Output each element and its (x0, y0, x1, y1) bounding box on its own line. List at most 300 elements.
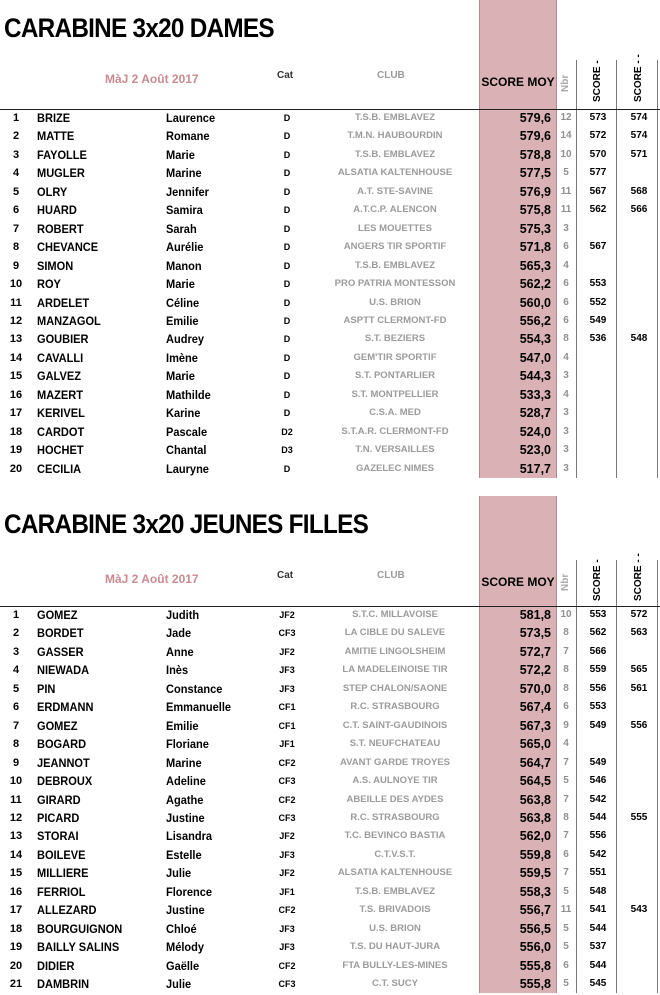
first-name-cell: Chantal (166, 443, 207, 458)
score-moy-cell: 579,6 (519, 111, 551, 125)
last-name-cell: PIN (37, 681, 56, 696)
score-1-cell: 544 (589, 811, 607, 823)
first-name-cell: Julie (166, 866, 192, 881)
nbr-cell: 7 (563, 793, 569, 805)
nbr-cell: 3 (563, 462, 569, 474)
score-moy-cell: 517,7 (519, 461, 551, 476)
last-name-cell: GOUBIER (37, 332, 89, 347)
nbr-cell: 7 (563, 867, 569, 879)
last-name-cell: FERRIOL (37, 884, 86, 899)
score-moy-cell: 572,2 (519, 663, 551, 678)
nbr-cell: 5 (563, 885, 569, 897)
first-name-cell: Laurence (166, 111, 216, 125)
table-row (0, 127, 660, 146)
score-1-cell: 556 (589, 682, 607, 694)
category-cell: D (283, 168, 291, 179)
category-cell: JF2 (279, 610, 295, 620)
score-1-cell: 549 (589, 314, 607, 326)
club-cell: A.T.C.P. ALENCON (353, 204, 437, 216)
club-cell: T.C. BEVINCO BASTIA (344, 830, 446, 842)
last-name-cell: SIMON (37, 258, 74, 273)
score-1-cell: 542 (589, 793, 607, 805)
rank-cell: 11 (10, 793, 22, 806)
club-cell: C.S.A. MED (369, 407, 421, 419)
category-cell: D (283, 205, 291, 216)
category-cell: JF2 (279, 868, 295, 879)
nbr-cell: 3 (563, 222, 569, 234)
nbr-cell: 11 (560, 904, 572, 916)
last-name-cell: DIDIER (37, 958, 75, 973)
rank-cell: 8 (12, 738, 20, 751)
club-cell: AMITIE LINGOLSHEIM (344, 645, 446, 657)
first-name-cell: Gaëlle (166, 958, 200, 973)
score-moy-cell: 573,5 (519, 626, 551, 641)
score-2-cell: 572 (630, 609, 648, 620)
category-cell: D (283, 352, 291, 363)
last-name-cell: MATTE (37, 129, 75, 144)
rank-cell: 19 (9, 444, 23, 457)
table-row (0, 846, 660, 865)
header-score-moy: SCORE MOY (481, 75, 555, 89)
score-moy-cell: 556,5 (519, 921, 551, 936)
score-moy-cell: 571,8 (519, 240, 551, 255)
club-cell: T.M.N. HAUBOURDIN (347, 130, 443, 142)
table-row (0, 698, 660, 717)
club-cell: T.S.B. EMBLAVEZ (354, 885, 436, 897)
table-row (0, 864, 660, 883)
first-name-cell: Judith (166, 608, 200, 622)
score-1-cell: 562 (589, 627, 607, 639)
first-name-cell: Estelle (166, 847, 202, 862)
last-name-cell: BOURGUIGNON (37, 921, 123, 936)
nbr-cell: 11 (560, 185, 572, 197)
category-cell: CF3 (278, 979, 296, 989)
first-name-cell: Lisandra (166, 829, 213, 844)
last-name-cell: ROY (37, 277, 61, 292)
table-row (0, 883, 660, 902)
club-cell: S.T.C. MILLAVOISE (352, 609, 438, 620)
score-1-cell: 552 (589, 296, 607, 308)
rank-cell: 18 (9, 425, 23, 438)
score-1-cell: 570 (589, 148, 607, 160)
nbr-cell: 4 (563, 738, 569, 750)
first-name-cell: Agathe (166, 792, 204, 807)
score-2-cell: 543 (630, 904, 648, 916)
rank-cell: 5 (12, 185, 20, 198)
rank-cell: 7 (12, 719, 20, 732)
last-name-cell: GOMEZ (37, 718, 78, 733)
rank-cell: 14 (9, 848, 23, 861)
category-cell: JF3 (279, 942, 295, 953)
score-moy-cell: 524,0 (519, 424, 551, 439)
score-moy-cell: 554,3 (519, 332, 551, 347)
category-cell: D (283, 186, 291, 197)
score-1-cell: 549 (589, 719, 607, 731)
category-cell: JF3 (279, 683, 295, 694)
club-cell: C.T. SUCY (372, 978, 418, 989)
rank-cell: 6 (12, 204, 20, 217)
first-name-cell: Emmanuelle (166, 700, 232, 715)
last-name-cell: MAZERT (37, 387, 83, 402)
rank-cell: 5 (12, 682, 20, 695)
score-2-cell: 556 (630, 719, 648, 731)
table-row (0, 643, 660, 662)
table-row (0, 460, 660, 479)
first-name-cell: Audrey (166, 332, 205, 347)
score-moy-cell: 564,5 (519, 774, 551, 789)
rank-cell: 16 (9, 885, 23, 898)
table-row (0, 220, 660, 239)
nbr-cell: 3 (563, 425, 569, 437)
category-cell: D (283, 260, 291, 271)
rank-cell: 2 (12, 130, 20, 143)
nbr-cell: 11 (560, 204, 572, 216)
header-club: CLUB (377, 570, 405, 581)
last-name-cell: MILLIERE (37, 866, 89, 881)
score-1-cell: 577 (589, 167, 607, 179)
first-name-cell: Romane (166, 129, 210, 144)
nbr-cell: 6 (563, 959, 569, 971)
first-name-cell: Justine (166, 810, 205, 825)
nbr-cell: 10 (560, 609, 572, 620)
update-date: MàJ 2 Août 2017 (105, 72, 199, 86)
category-cell: JF3 (279, 923, 295, 934)
score-2-cell: 563 (630, 627, 648, 639)
nbr-cell: 5 (563, 922, 569, 934)
score-1-cell: 548 (589, 885, 607, 897)
score-1-cell: 553 (589, 278, 607, 290)
last-name-cell: HUARD (37, 203, 77, 218)
last-name-cell: GOMEZ (37, 608, 78, 622)
last-name-cell: BAILLY SALINS (37, 940, 120, 955)
last-name-cell: GASSER (37, 644, 84, 659)
score-1-cell: 573 (589, 112, 607, 123)
header-score-1: SCORE - (592, 559, 603, 601)
last-name-cell: ERDMANN (37, 700, 94, 715)
first-name-cell: Marie (166, 147, 195, 162)
score-moy-cell: 564,7 (519, 755, 551, 770)
last-name-cell: DAMBRIN (37, 977, 90, 991)
first-name-cell: Chloé (166, 921, 197, 936)
category-cell: JF1 (279, 739, 295, 750)
first-name-cell: Pascale (166, 424, 208, 439)
score-1-cell: 537 (589, 941, 607, 953)
rank-cell: 20 (9, 959, 23, 972)
nbr-cell: 8 (563, 333, 569, 345)
nbr-cell: 8 (563, 627, 569, 639)
rank-cell: 12 (9, 314, 23, 327)
first-name-cell: Adeline (166, 774, 206, 789)
first-name-cell: Lauryne (166, 461, 209, 476)
category-cell: JF2 (279, 646, 295, 657)
score-1-cell: 544 (589, 922, 607, 934)
last-name-cell: CARDOT (37, 424, 85, 439)
nbr-cell: 9 (563, 719, 569, 731)
score-moy-cell: 575,8 (519, 203, 551, 218)
table-row (0, 754, 660, 773)
club-cell: S.T. PONTARLIER (354, 370, 436, 382)
header-nbr: Nbr (560, 573, 571, 591)
nbr-cell: 7 (563, 645, 569, 657)
score-moy-cell: 559,5 (519, 866, 551, 881)
category-cell: JF3 (279, 665, 295, 676)
nbr-cell: 4 (563, 351, 569, 363)
table-row (0, 349, 660, 368)
score-1-cell: 549 (589, 756, 607, 768)
score-1-cell: 542 (589, 848, 607, 860)
rank-cell: 8 (12, 241, 20, 254)
rank-cell: 13 (9, 830, 23, 843)
club-cell: A.S. AULNOYE TIR (352, 775, 438, 787)
score-moy-cell: 565,0 (519, 737, 551, 752)
nbr-cell: 3 (563, 444, 569, 456)
score-1-cell: 567 (589, 241, 607, 253)
table-row (0, 275, 660, 294)
table-row (0, 404, 660, 423)
last-name-cell: KERIVEL (37, 406, 85, 421)
update-date: MàJ 2 Août 2017 (105, 572, 199, 586)
category-cell: CF2 (278, 794, 296, 805)
last-name-cell: BOILEVE (37, 847, 86, 862)
category-cell: D2 (281, 426, 293, 437)
category-cell: CF2 (278, 757, 296, 768)
club-cell: S.T. NEUFCHATEAU (349, 738, 441, 750)
nbr-cell: 8 (563, 811, 569, 823)
score-1-cell: 553 (589, 609, 607, 620)
table-row (0, 257, 660, 276)
first-name-cell: Justine (166, 903, 205, 918)
header-club: CLUB (377, 70, 405, 81)
rank-cell: 3 (12, 148, 20, 161)
rank-cell: 13 (9, 333, 23, 346)
header-score-moy: SCORE MOY (481, 575, 555, 589)
first-name-cell: Floriane (166, 737, 209, 752)
category-cell: D (283, 113, 291, 123)
category-cell: D (283, 131, 291, 142)
score-moy-cell: 562,2 (519, 277, 551, 292)
score-2-cell: 571 (630, 148, 648, 160)
nbr-cell: 3 (563, 370, 569, 382)
last-name-cell: ALLEZARD (37, 903, 97, 918)
rank-cell: 3 (12, 645, 20, 658)
club-cell: T.S. DU HAUT-JURA (349, 941, 441, 953)
nbr-cell: 6 (563, 314, 569, 326)
rank-cell: 1 (12, 112, 20, 124)
nbr-cell: 3 (563, 407, 569, 419)
table-row (0, 201, 660, 220)
club-cell: PRO PATRIA MONTESSON (334, 278, 456, 290)
score-2-cell: 574 (630, 130, 648, 142)
rank-cell: 19 (9, 941, 23, 954)
score-moy-cell: 565,3 (519, 258, 551, 273)
score-moy-cell: 533,3 (519, 387, 551, 402)
first-name-cell: Imène (166, 350, 198, 365)
table-row (0, 717, 660, 736)
nbr-cell: 6 (563, 278, 569, 290)
score-moy-cell: 547,0 (519, 350, 551, 365)
score-1-cell: 556 (589, 830, 607, 842)
rank-cell: 18 (9, 922, 23, 935)
last-name-cell: STORAI (37, 829, 79, 844)
table-row (0, 423, 660, 442)
score-1-cell: 553 (589, 701, 607, 713)
category-cell: D (283, 149, 291, 160)
last-name-cell: HOCHET (37, 443, 84, 458)
rank-cell: 11 (10, 296, 22, 309)
category-cell: D (283, 297, 291, 308)
last-name-cell: GALVEZ (37, 369, 81, 384)
score-moy-cell: 577,5 (519, 166, 551, 181)
rank-cell: 16 (9, 388, 23, 401)
club-cell: GEM'TIR SPORTIF (353, 351, 437, 363)
last-name-cell: OLRY (37, 184, 68, 199)
rank-cell: 14 (9, 351, 23, 364)
category-cell: D (283, 279, 291, 290)
score-2-cell: 565 (630, 664, 648, 676)
nbr-cell: 6 (563, 848, 569, 860)
score-moy-cell: 578,8 (519, 147, 551, 162)
last-name-cell: BOGARD (37, 737, 87, 752)
rank-cell: 2 (12, 627, 20, 640)
club-cell: R.C. STRASBOURG (350, 701, 440, 713)
club-cell: T.N. VERSAILLES (355, 444, 435, 456)
section-title: CARABINE 3x20 DAMES (4, 13, 274, 43)
score-moy-cell: 567,3 (519, 718, 551, 733)
last-name-cell: PICARD (37, 810, 80, 825)
nbr-cell: 6 (563, 701, 569, 713)
last-name-cell: CECILIA (37, 461, 82, 476)
header-nbr: Nbr (560, 74, 571, 92)
last-name-cell: MUGLER (37, 166, 85, 181)
last-name-cell: JEANNOT (37, 755, 90, 770)
score-moy-cell: 556,2 (519, 313, 551, 328)
category-cell: D (283, 408, 291, 419)
table-row (0, 809, 660, 828)
club-cell: GAZELEC NIMES (355, 462, 435, 474)
rank-cell: 15 (9, 867, 23, 880)
table-row (0, 164, 660, 183)
club-cell: LES MOUETTES (358, 222, 432, 234)
table-row (0, 791, 660, 810)
score-1-cell: 559 (589, 664, 607, 676)
last-name-cell: BORDET (37, 626, 84, 641)
club-cell: S.T.A.R. CLERMONT-FD (341, 425, 449, 437)
score-moy-cell: 556,7 (519, 903, 551, 918)
table-row (0, 661, 660, 680)
club-cell: STEP CHALON/SAONE (342, 682, 448, 694)
nbr-cell: 7 (563, 756, 569, 768)
category-cell: CF1 (278, 702, 296, 713)
first-name-cell: Sarah (166, 221, 197, 236)
table-row (0, 975, 660, 994)
score-moy-cell: 575,3 (519, 221, 551, 236)
first-name-cell: Marie (166, 369, 195, 384)
score-moy-cell: 567,4 (519, 700, 551, 715)
rank-cell: 15 (9, 370, 23, 383)
rank-cell: 9 (12, 259, 20, 272)
club-cell: LA MADELEINOISE TIR (342, 664, 448, 676)
rank-cell: 12 (9, 811, 23, 824)
nbr-cell: 5 (563, 775, 569, 787)
last-name-cell: CHEVANCE (37, 240, 99, 255)
score-moy-cell: 563,8 (519, 810, 551, 825)
first-name-cell: Céline (166, 295, 200, 310)
table-row (0, 920, 660, 939)
first-name-cell: Jennifer (166, 184, 209, 199)
category-cell: JF3 (279, 849, 295, 860)
nbr-cell: 14 (560, 130, 572, 142)
table-row (0, 772, 660, 791)
club-cell: S.T. BEZIERS (364, 333, 426, 345)
category-cell: D (283, 334, 291, 345)
header-score-2: SCORE - - (633, 54, 644, 102)
table-row (0, 367, 660, 386)
category-cell: JF1 (279, 886, 295, 897)
category-cell: D (283, 223, 291, 234)
category-cell: D (283, 389, 291, 400)
rank-cell: 17 (9, 407, 23, 420)
score-moy-cell: 555,8 (519, 977, 551, 991)
first-name-cell: Anne (166, 644, 194, 659)
category-cell: CF3 (278, 628, 296, 639)
category-cell: JF2 (279, 831, 295, 842)
score-moy-cell: 558,3 (519, 884, 551, 899)
table-row (0, 146, 660, 165)
score-1-cell: 566 (589, 645, 607, 657)
table-row (0, 330, 660, 349)
table-row (0, 441, 660, 460)
score-1-cell: 545 (589, 978, 607, 989)
rank-cell: 20 (9, 462, 23, 475)
score-moy-cell: 570,0 (519, 681, 551, 696)
first-name-cell: Marine (166, 755, 202, 770)
section-title: CARABINE 3x20 JEUNES FILLES (4, 509, 369, 539)
nbr-cell: 5 (563, 167, 569, 179)
nbr-cell: 6 (563, 296, 569, 308)
nbr-cell: 8 (563, 682, 569, 694)
category-cell: CF2 (278, 960, 296, 971)
score-moy-cell: 528,7 (519, 406, 551, 421)
first-name-cell: Emilie (166, 718, 199, 733)
first-name-cell: Karine (166, 406, 201, 421)
table-row (0, 624, 660, 643)
score-2-cell: 574 (630, 112, 648, 123)
table-row (0, 901, 660, 920)
rank-cell: 17 (9, 904, 23, 917)
club-cell: ANGERS TIR SPORTIF (343, 241, 447, 253)
club-cell: T.S.B. EMBLAVEZ (354, 259, 436, 271)
category-cell: CF3 (278, 776, 296, 787)
score-1-cell: 546 (589, 775, 607, 787)
last-name-cell: ARDELET (37, 295, 90, 310)
table-row (0, 294, 660, 313)
first-name-cell: Julie (166, 977, 192, 991)
first-name-cell: Florence (166, 884, 213, 899)
first-name-cell: Jade (166, 626, 192, 641)
score-1-cell: 544 (589, 959, 607, 971)
nbr-cell: 5 (563, 941, 569, 953)
score-moy-cell: 576,9 (519, 184, 551, 199)
rank-cell: 10 (9, 278, 23, 291)
first-name-cell: Marine (166, 166, 202, 181)
last-name-cell: MANZAGOL (37, 313, 101, 328)
club-cell: T.S. BRIVADOIS (359, 904, 431, 916)
first-name-cell: Aurélie (166, 240, 204, 255)
first-name-cell: Emilie (166, 313, 199, 328)
club-cell: AVANT GARDE TROYES (340, 756, 450, 768)
score-moy-cell: 579,6 (519, 129, 551, 144)
table-row (0, 238, 660, 257)
